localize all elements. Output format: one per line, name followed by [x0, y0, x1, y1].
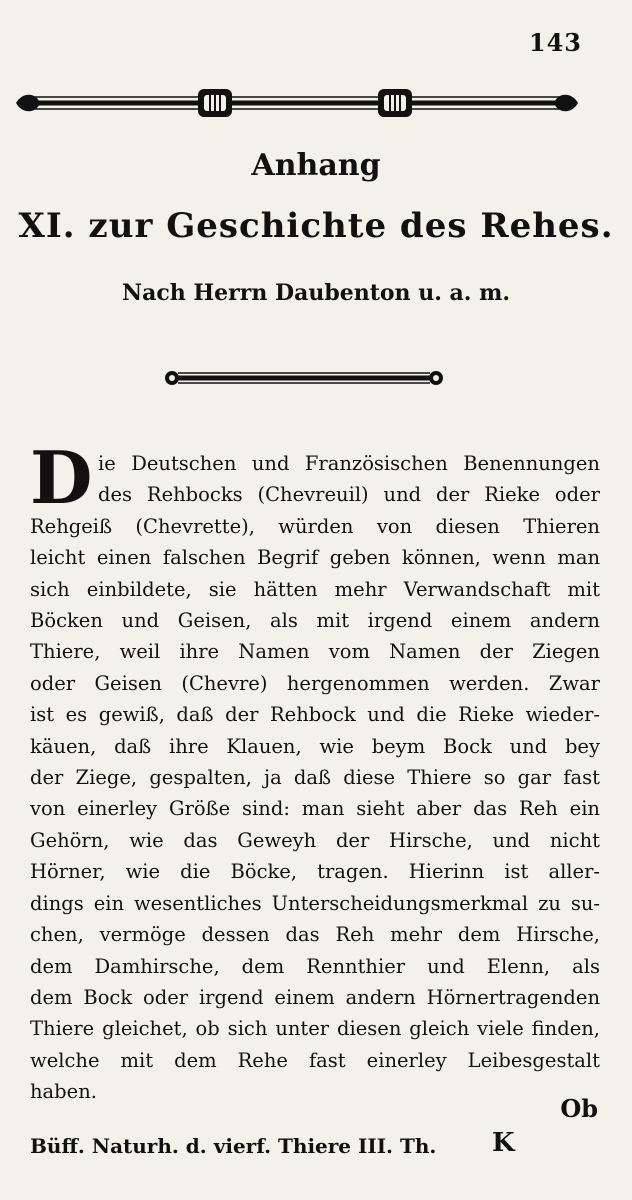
text-line: des Rehbocks (Chevreuil) und der Rieke oder — [98, 483, 600, 507]
body-paragraph — [30, 448, 600, 1108]
heading-anhang: Anhang — [251, 148, 381, 183]
text-line: Gehörn, wie das Geweyh der Hirsche, und nicht — [30, 828, 600, 852]
chapter-title: XI. zur Geschichte des Rehes. — [18, 206, 614, 246]
text-line: von einerley Größe sind: man sieht aber das Reh ein — [30, 797, 600, 821]
text-line: welche mit dem Rehe fast einerley Leibesgestalt — [30, 1048, 600, 1072]
text-line: sich einbildete, sie hätten mehr Verwandschaft mit — [30, 577, 600, 601]
chapter-subtitle: Nach Herrn Daubenton u. a. m. — [121, 280, 511, 306]
text-line: dem Damhirsche, dem Rennthier und Elenn, als — [30, 954, 600, 978]
decorative-rule-top — [14, 86, 580, 120]
text-line: Thiere, weil ihre Namen vom Namen der Ziegen — [30, 640, 600, 664]
text-line: haben. — [30, 1080, 97, 1104]
text-line: oder Geisen (Chevre) hergenommen werden. Zwar — [30, 671, 600, 695]
signature-line: Büff. Naturh. d. vierf. Thiere III. Th. — [30, 1134, 437, 1158]
text-line: käuen, daß ihre Klauen, wie beym Bock und bey — [30, 734, 600, 758]
text-line: dings ein wesentliches Unterscheidungsmerkmal zu su- — [30, 891, 600, 915]
text-line: der Ziege, gespalten, ja daß diese Thiere so gar fast — [30, 766, 600, 790]
catchword: Ob — [560, 1094, 598, 1123]
text-line: Thiere gleichet, ob sich unter diesen gleich viele finden, — [30, 1017, 600, 1041]
text-line: Hörner, wie die Böcke, tragen. Hierinn ist aller- — [30, 860, 600, 884]
drop-cap-initial: D — [30, 435, 93, 520]
text-line: chen, vermöge dessen das Reh mehr dem Hirsche, — [30, 923, 600, 947]
signature-mark: K — [492, 1128, 515, 1158]
text-line: ist es gewiß, daß der Rehbock und die Rieke wieder- — [30, 703, 600, 727]
text-line: Rehgeiß (Chevrette), würden von diesen Thieren — [30, 514, 600, 538]
text-line: leicht einen falschen Begrif geben können, wenn man — [30, 546, 600, 570]
page-number: 143 — [528, 28, 582, 57]
text-line: Böcken und Geisen, als mit irgend einem andern — [30, 609, 600, 633]
text-line: dem Bock oder irgend einem andern Hörnertragenden — [30, 985, 600, 1009]
decorative-rule-middle — [162, 366, 446, 390]
text-line: ie Deutschen und Französischen Benennungen — [98, 452, 600, 475]
